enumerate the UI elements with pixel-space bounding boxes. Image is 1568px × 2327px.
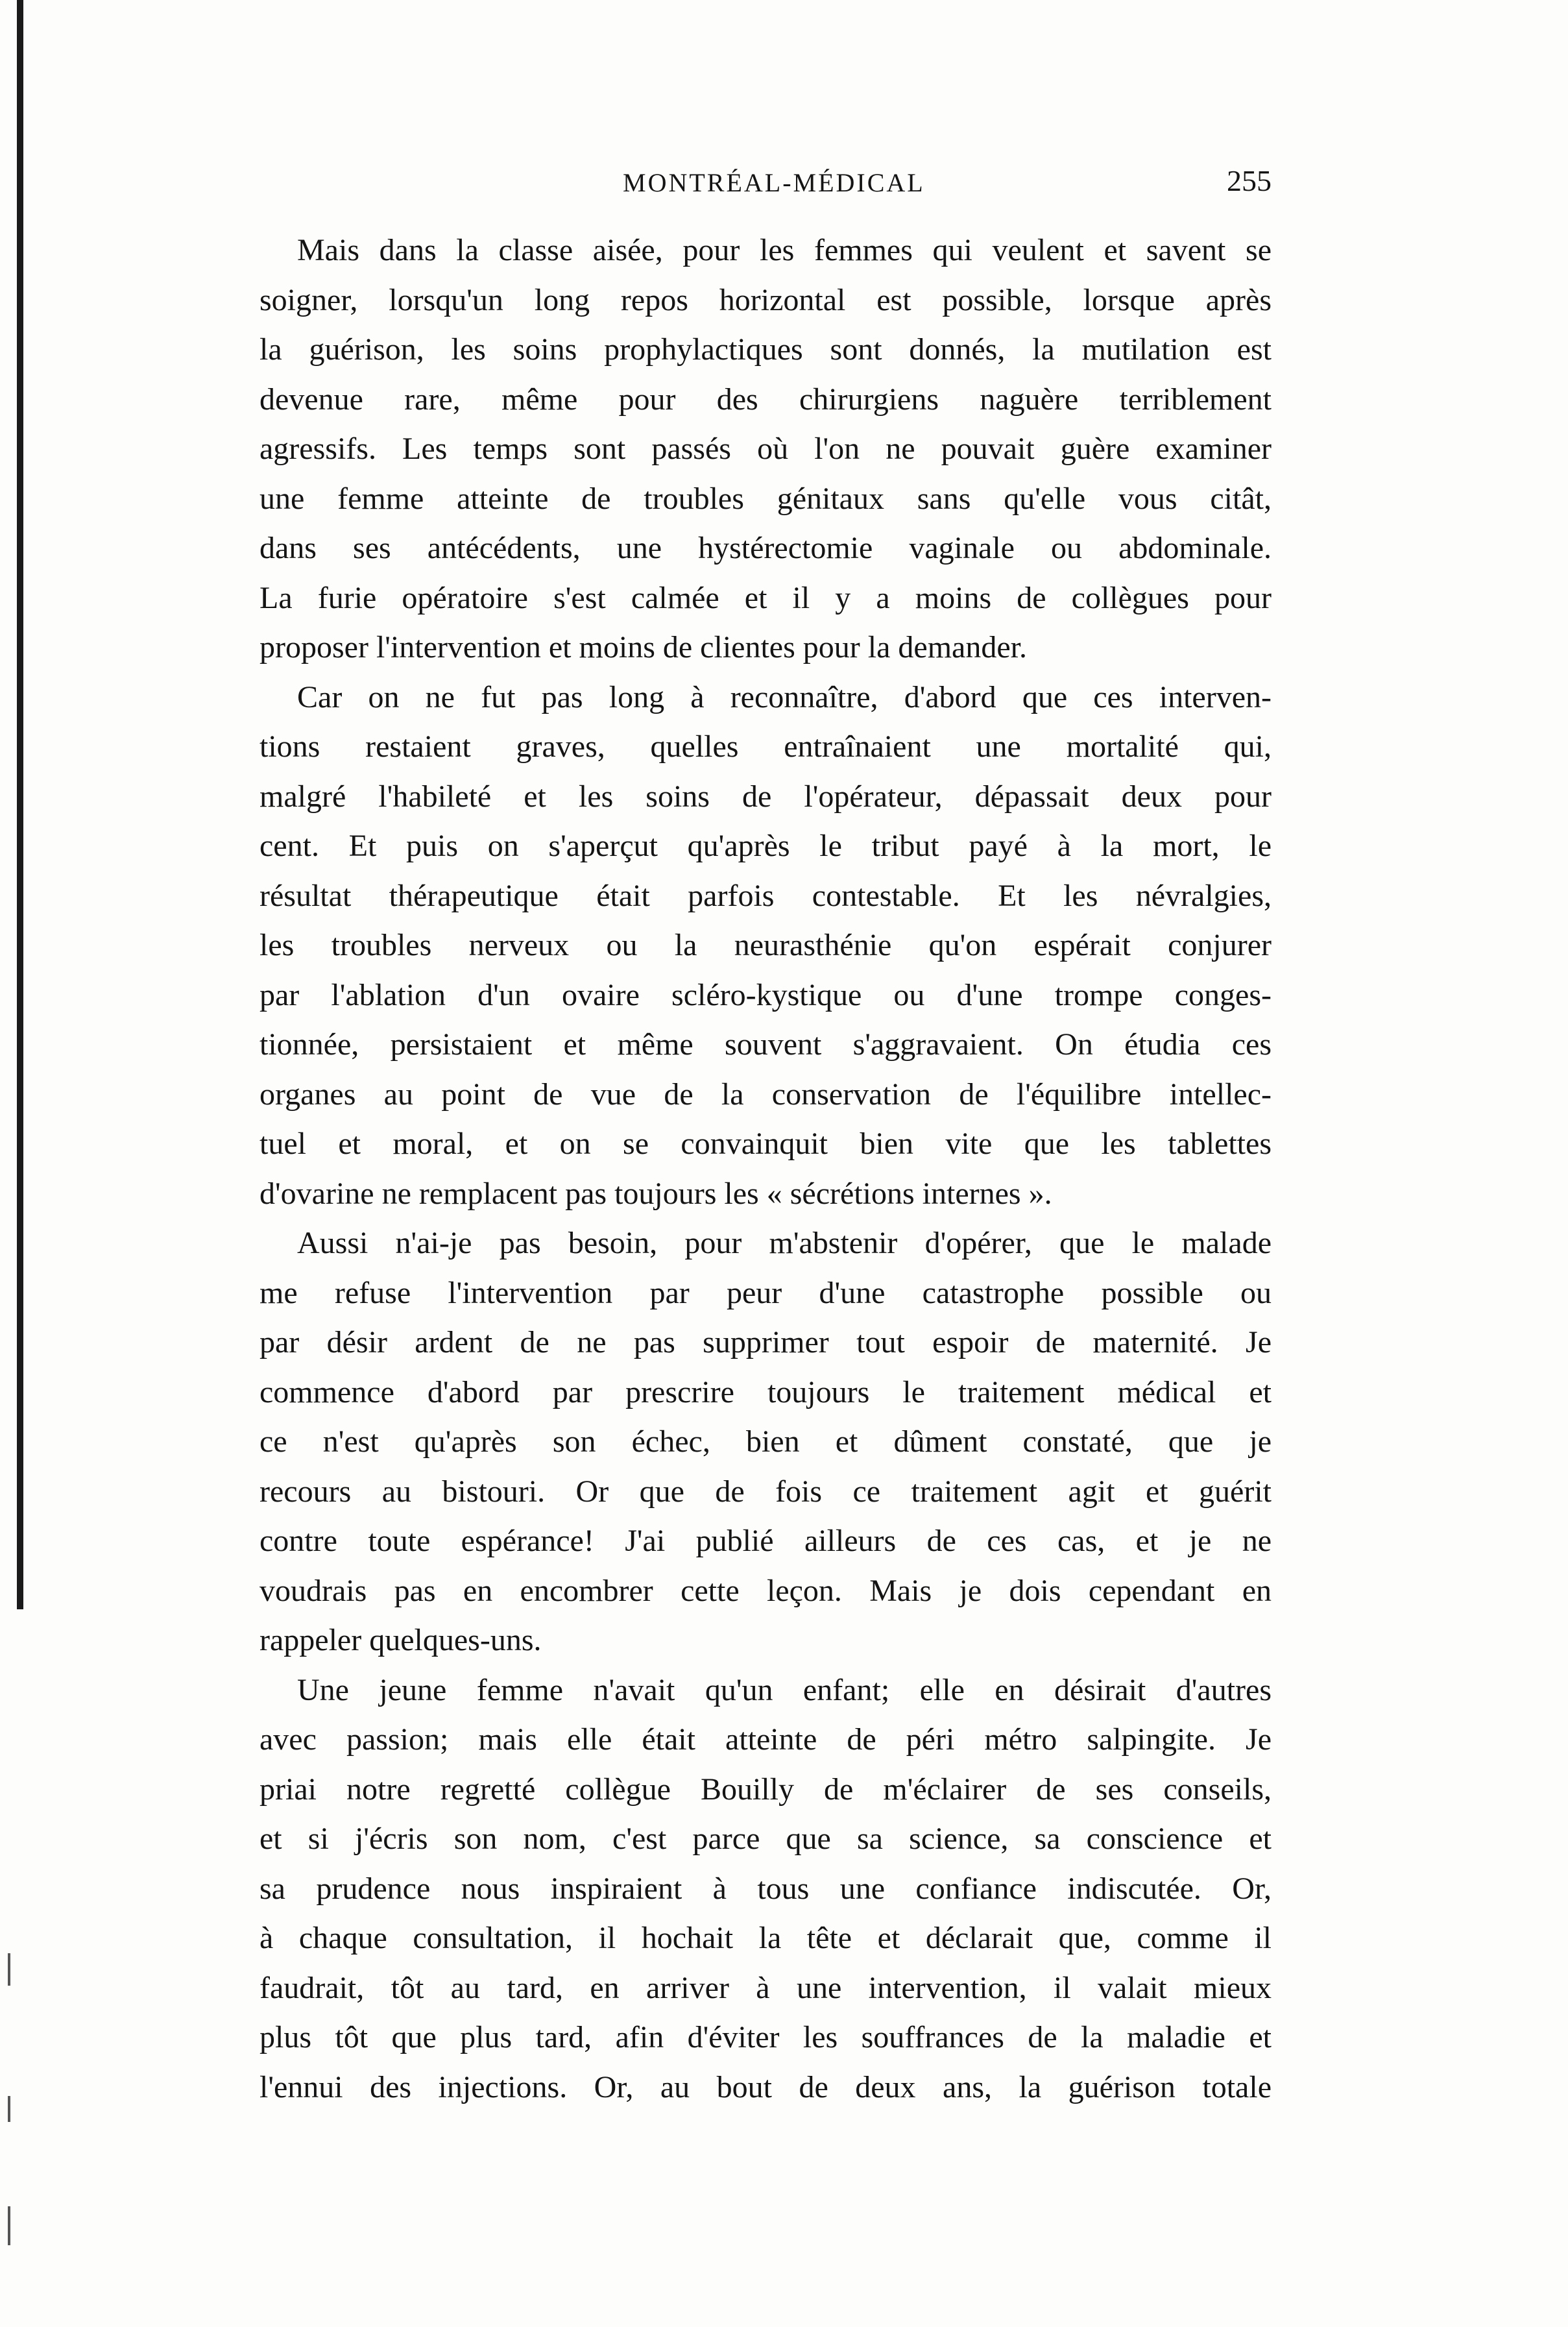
text-line: l'ennui des injections. Or, au bout de deux ans, la guérison totale (259, 2069, 1272, 2104)
text-line: me refuse l'intervention par peur d'une catastrophe possible ou (259, 1275, 1272, 1310)
text-line: priai notre regretté collègue Bouilly de m'éclairer de ses conseils, (259, 1772, 1272, 1807)
text-line: recours au bistouri. Or que de fois ce traitement agit et guérit (259, 1474, 1272, 1509)
margin-speck (8, 2096, 10, 2122)
text-line: proposer l'intervention et moins de clientes pour la demander. (259, 630, 1027, 664)
text-line: avec passion; mais elle était atteinte de péri métro salpingite. Je (259, 1722, 1272, 1757)
text-line: Mais dans la classe aisée, pour les femmes qui veulent et savent se (297, 233, 1272, 267)
page-header (259, 164, 1272, 206)
text-line: dans ses antécédents, une hystérectomie vaginale ou abdominale. (259, 531, 1272, 565)
text-line: contre toute espérance! J'ai publié ailleurs de ces cas, et je ne (259, 1524, 1272, 1558)
text-line: La furie opératoire s'est calmée et il y a moins de collègues pour (259, 580, 1272, 615)
text-line: tions restaient graves, quelles entraînaient une mortalité qui, (259, 729, 1272, 764)
text-line: à chaque consultation, il hochait la tête et déclarait que, comme il (259, 1921, 1272, 1955)
text-line: tionnée, persistaient et même souvent s'aggravaient. On étudia ces (259, 1027, 1272, 1062)
text-line: commence d'abord par prescrire toujours le traitement médical et (259, 1374, 1272, 1409)
text-line: cent. Et puis on s'aperçut qu'après le tribut payé à la mort, le (259, 829, 1272, 863)
text-line: malgré l'habileté et les soins de l'opérateur, dépassait deux pour (259, 779, 1272, 814)
text-line: devenue rare, même pour des chirurgiens naguère terriblement (259, 382, 1272, 417)
text-line: tuel et moral, et on se convainquit bien vite que les tablettes (259, 1127, 1272, 1161)
text-line: agressifs. Les temps sont passés où l'on ne pouvait guère examiner (259, 432, 1272, 466)
text-line: par l'ablation d'un ovaire scléro-kystique ou d'une trompe conges- (259, 977, 1272, 1012)
text-line: plus tôt que plus tard, afin d'éviter les souffrances de la maladie et (259, 2020, 1272, 2054)
text-line: d'ovarine ne remplacent pas toujours les « sécrétions internes ». (259, 1176, 1052, 1211)
text-line: ce n'est qu'après son échec, bien et dûment constaté, que je (259, 1424, 1272, 1459)
text-line: et si j'écris son nom, c'est parce que sa science, sa conscience et (259, 1821, 1272, 1856)
text-line: les troubles nerveux ou la neurasthénie qu'on espérait conjurer (259, 928, 1272, 962)
text-line: faudrait, tôt au tard, en arriver à une intervention, il valait mieux (259, 1970, 1272, 2005)
text-line: organes au point de vue de la conservation de l'équilibre intellec- (259, 1077, 1272, 1112)
text-line: la guérison, les soins prophylactiques sont donnés, la mutilation est (259, 332, 1272, 367)
running-title: MONTRÉAL-MÉDICAL (623, 168, 925, 197)
text-line: voudrais pas en encombrer cette leçon. Mais je dois cependant en (259, 1573, 1272, 1608)
text-line: résultat thérapeutique était parfois contestable. Et les névralgies, (259, 878, 1272, 913)
margin-speck (8, 2206, 10, 2245)
text-line: Une jeune femme n'avait qu'un enfant; elle en désirait d'autres (297, 1672, 1272, 1707)
page-number: 255 (1227, 164, 1272, 197)
text-line: par désir ardent de ne pas supprimer tout espoir de maternité. Je (259, 1325, 1272, 1359)
body-text (259, 226, 1272, 2112)
text-line: soigner, lorsqu'un long repos horizontal est possible, lorsque après (259, 282, 1272, 317)
text-line: rappeler quelques-uns. (259, 1623, 542, 1657)
margin-speck (8, 1953, 10, 1986)
text-line: Car on ne fut pas long à reconnaître, d'abord que ces interven- (297, 679, 1272, 714)
text-line: Aussi n'ai-je pas besoin, pour m'abstenir d'opérer, que le malade (297, 1226, 1272, 1260)
text-line: une femme atteinte de troubles génitaux sans qu'elle vous citât, (259, 481, 1272, 516)
text-line: sa prudence nous inspiraient à tous une confiance indiscutée. Or, (259, 1871, 1272, 1906)
page-binding-edge (17, 0, 23, 1609)
